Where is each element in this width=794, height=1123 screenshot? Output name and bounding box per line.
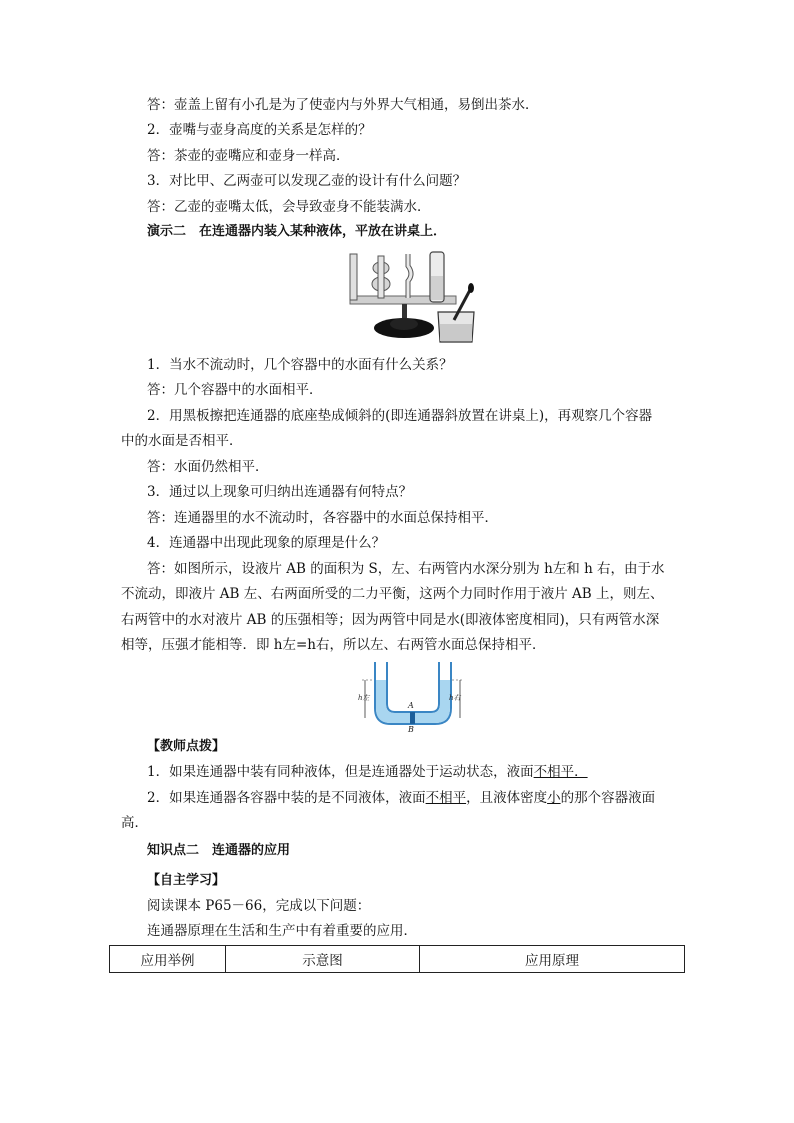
answer-line: 答：茶壶的壶嘴应和壶身一样高． [147, 148, 350, 164]
tip-answer: 小 [547, 790, 561, 806]
point-a-label: A [408, 701, 414, 710]
teacher-tip-title: 【教师点拨】 [147, 739, 226, 754]
question-line: 4．连通器中出现此现象的原理是什么？ [147, 535, 386, 551]
tip-line: 高． [121, 815, 148, 831]
self-study-title: 【自主学习】 [147, 873, 226, 888]
tip-text: ，且液体密度 [466, 790, 548, 806]
connected-vessel-photo [336, 246, 484, 346]
h-right-label: h右 [449, 694, 461, 702]
u-tube-diagram [357, 660, 467, 732]
answer-line: 答：乙壶的壶嘴太低，会导致壶身不能装满水． [147, 199, 431, 215]
question-line: 3．对比甲、乙两壶可以发现乙壶的设计有什么问题？ [147, 173, 467, 189]
question-line: 2．壶嘴与壶身高度的关系是怎样的？ [147, 122, 372, 138]
h-left-label: h左 [358, 694, 370, 702]
demo-heading: 演示二 在连通器内装入某种液体，平放在讲桌上． [147, 224, 447, 239]
table-header-cell: 应用举例 [110, 946, 226, 973]
answer-line: 答：如图所示，设液片 AB 的面积为 S，左、右两管内水深分别为 h左和 h 右，由于水 [147, 561, 665, 577]
answer-line: 答：壶盖上留有小孔是为了使壶内与外界大气相通，易倒出茶水． [147, 97, 539, 113]
tip-line [147, 789, 655, 807]
table-header-row [110, 946, 685, 973]
tip-line [147, 763, 588, 781]
answer-line: 答：连通器里的水不流动时，各容器中的水面总保持相平． [147, 510, 498, 526]
table-header-cell: 示意图 [226, 946, 420, 973]
answer-line: 答：水面仍然相平． [147, 459, 269, 475]
question-line: 中的水面是否相平． [121, 433, 243, 449]
answer-line: 答：几个容器中的水面相平． [147, 382, 323, 398]
question-line: 1．当水不流动时，几个容器中的水面有什么关系？ [147, 357, 453, 373]
tip-text: 1．如果连通器中装有同种液体，但是连通器处于运动状态，液面 [147, 764, 534, 780]
answer-line: 右两管中的水对液片 AB 的压强相等；因为两管中同是水(即液体密度相同)，只有两管水深 [121, 612, 660, 628]
instruction-line: 阅读课本 P65－66，完成以下问题： [147, 898, 371, 914]
answer-line: 不流动，即液片 AB 左、右两面所受的二力平衡，这两个力同时作用于液片 AB 上，则左、 [121, 586, 664, 602]
tip-text: 的那个容器液面 [560, 790, 656, 806]
question-line: 3．通过以上现象可归纳出连通器有何特点？ [147, 484, 413, 500]
knowledge-point-heading: 知识点二 连通器的应用 [147, 843, 291, 858]
tip-text: 2．如果连通器各容器中装的是不同液体，液面 [147, 790, 426, 806]
table-header-cell: 应用原理 [420, 946, 685, 973]
question-line: 2．用黑板擦把连通器的底座垫成倾斜的(即连通器斜放置在讲桌上)，再观察几个容器 [147, 408, 653, 424]
tip-answer: 不相平． [533, 764, 588, 780]
answer-line: 相等，压强才能相等．即 h左=h右，所以左、右两管水面总保持相平． [121, 637, 546, 653]
point-b-label: B [408, 725, 414, 732]
tip-answer: 不相平 [425, 790, 467, 806]
intro-line: 连通器原理在生活和生产中有着重要的应用． [147, 923, 417, 939]
application-table [109, 945, 685, 973]
